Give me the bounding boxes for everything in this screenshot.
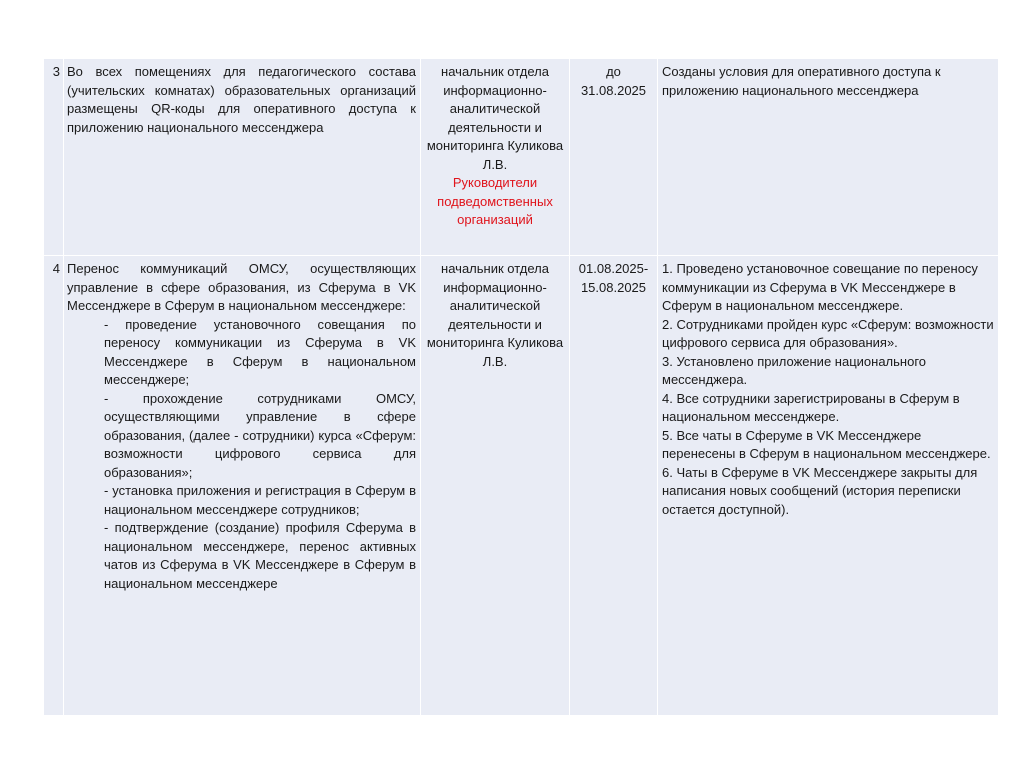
result-item: 6. Чаты в Сферуме в VK Мессенджере закрыты для написания новых сообщений (история переписки остается доступной). bbox=[662, 464, 978, 517]
description-cell bbox=[64, 59, 421, 256]
responsible-person: начальник отдела информационно-аналитической деятельности и мониторинга Куликова Л.В. bbox=[426, 64, 564, 172]
deadline-line-2: 15.08.2025 bbox=[580, 279, 647, 295]
deadline-line-2: 31.08.2025 bbox=[580, 82, 647, 98]
result-item: 5. Все чаты в Сферуме в VK Мессенджере перенесены в Сферум в национальном мессенджере. bbox=[662, 427, 991, 461]
responsible-person: начальник отдела информационно-аналитической деятельности и мониторинга Куликова Л.В. bbox=[426, 261, 564, 369]
table-row bbox=[44, 256, 999, 716]
row-number: 3 bbox=[52, 64, 60, 79]
plan-table bbox=[43, 58, 999, 716]
result-cell bbox=[658, 256, 999, 716]
description-intro: Во всех помещениях для педагогического состава (учительских комнатах) образовательных организаций размещены QR-коды для оперативного доступа к приложению национального мессенджера bbox=[67, 64, 416, 135]
row-number-cell bbox=[44, 256, 64, 716]
deadline-cell bbox=[570, 256, 658, 716]
responsible-cell bbox=[421, 59, 570, 256]
description-cell bbox=[64, 256, 421, 716]
deadline-line-1: 01.08.2025- bbox=[578, 261, 649, 276]
result-item: Созданы условия для оперативного доступа к приложению национального мессенджера bbox=[662, 64, 941, 98]
deadline-cell bbox=[570, 59, 658, 256]
row-number: 4 bbox=[52, 261, 60, 276]
description-item: - установка приложения и регистрация в Сферум в национальном мессенджере сотрудников; bbox=[104, 483, 416, 517]
result-item: 2. Сотрудниками пройден курс «Сферум: возможности цифрового сервиса для образования». bbox=[662, 316, 994, 350]
plan-table-wrapper bbox=[43, 58, 998, 716]
description-item: - проведение установочного совещания по переносу коммуникации из Сферума в VK Мессенджере в Сферум в национальном мессенджере; bbox=[104, 316, 416, 387]
deadline-line-1: до bbox=[606, 64, 621, 79]
result-cell bbox=[658, 59, 999, 256]
description-intro: Перенос коммуникаций ОМСУ, осуществляющих управление в сфере образования, из Сферума в VK Мессенджере в Сферум в национальном мессенджере: bbox=[67, 261, 416, 313]
row-number-cell bbox=[44, 59, 64, 256]
result-item: 3. Установлено приложение национального мессенджера. bbox=[662, 353, 926, 387]
responsible-extra: Руководители подведомственных организаций bbox=[437, 175, 553, 227]
responsible-cell bbox=[421, 256, 570, 716]
result-item: 1. Проведено установочное совещание по переносу коммуникации из Сферума в VK Мессенджере в Сферум в национальном мессенджере. bbox=[662, 261, 978, 313]
description-item: - прохождение сотрудниками ОМСУ, осуществляющими управление в сфере образования, (далее - сотрудники) курса «Сферум: возможности цифрового сервиса для образования»; bbox=[104, 390, 416, 480]
table-row bbox=[44, 59, 999, 256]
result-item: 4. Все сотрудники зарегистрированы в Сферум в национальном мессенджере. bbox=[662, 390, 960, 424]
description-item: - подтверждение (создание) профиля Сферума в национальном мессенджере, перенос активных чатов из Сферума в VK Мессенджере в Сферум в национальном мессенджере bbox=[104, 520, 416, 591]
